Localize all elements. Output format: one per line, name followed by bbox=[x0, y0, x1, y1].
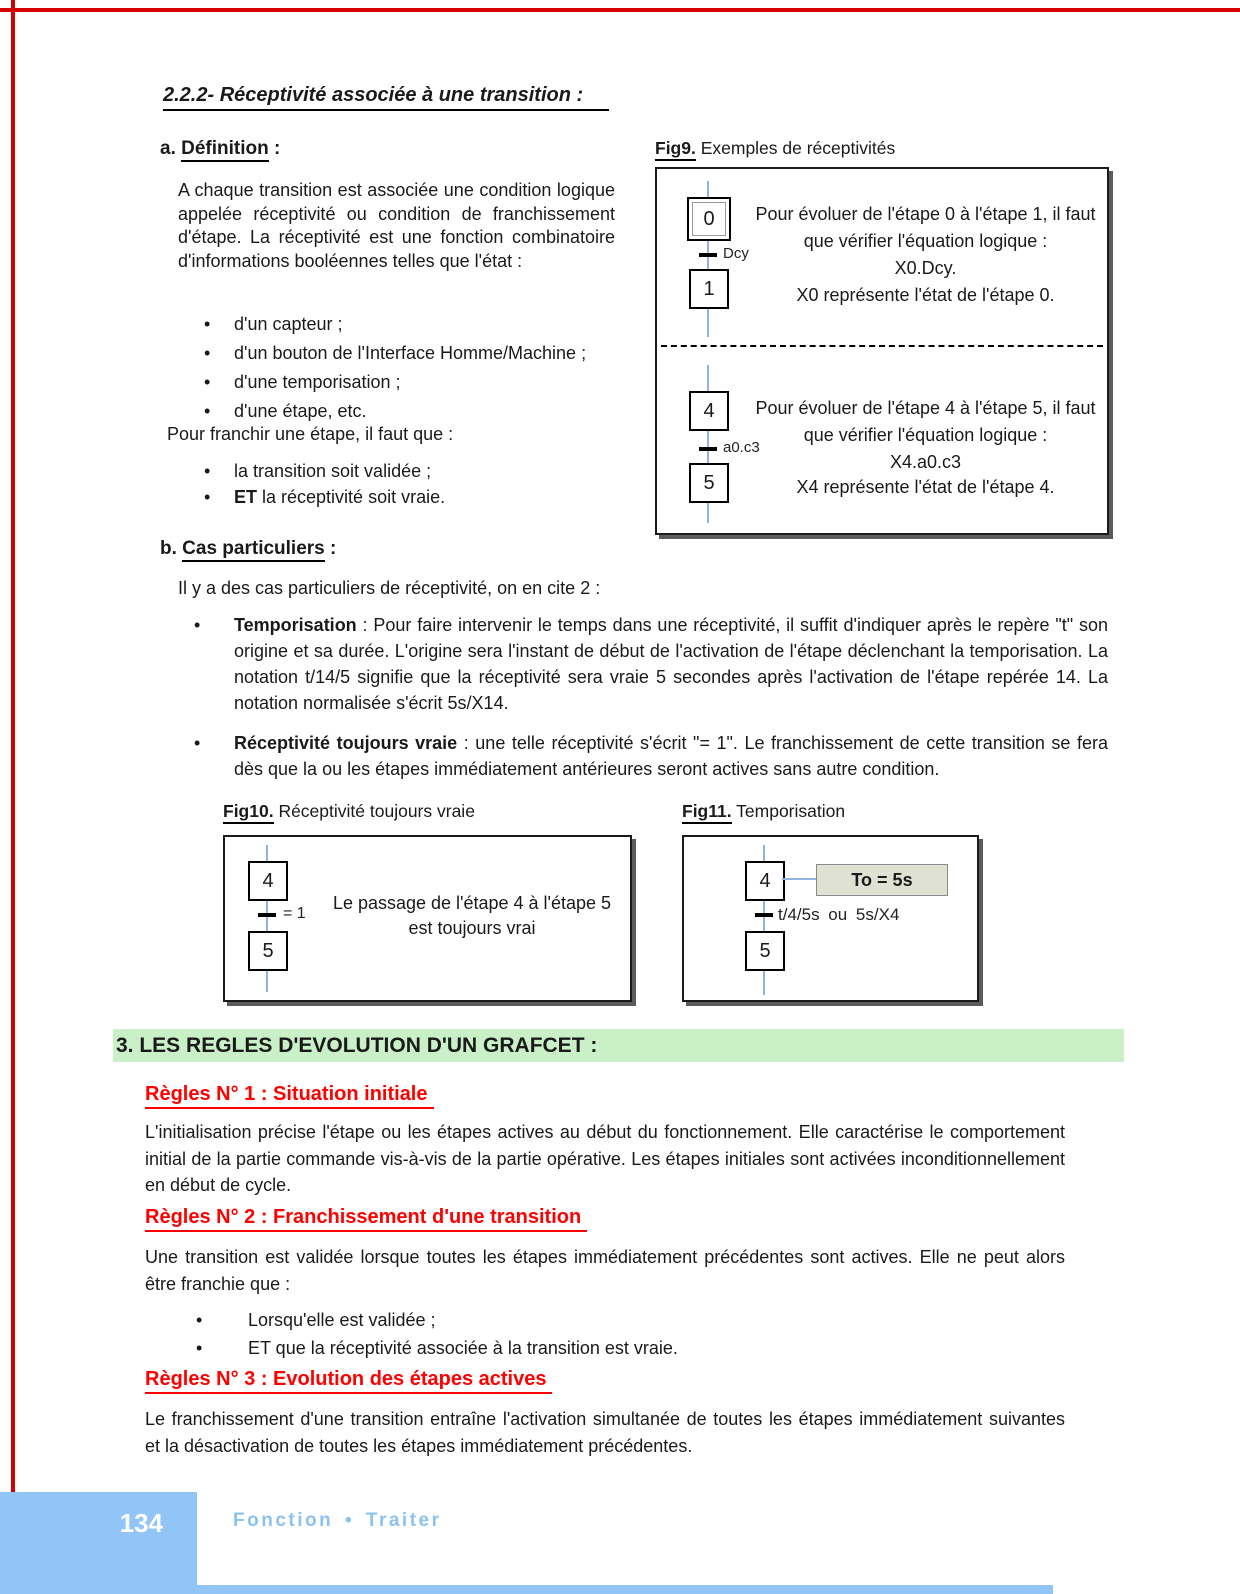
franchir-intro: Pour franchir une étape, il faut que : bbox=[167, 424, 454, 444]
fig10-caption-text: Réceptivité toujours vraie bbox=[273, 801, 475, 821]
list-item bbox=[198, 368, 638, 397]
section-3-heading: 3. LES REGLES D'EVOLUTION D'UN GRAFCET : bbox=[113, 1029, 1124, 1062]
list-item-text bbox=[234, 730, 1108, 782]
bold-lead: ET bbox=[234, 487, 258, 507]
bullet-icon: • bbox=[196, 1338, 203, 1358]
cas-bullet-list bbox=[188, 612, 1108, 782]
list-item-text: d'une étape, etc. bbox=[234, 401, 367, 421]
grafcet-step bbox=[689, 269, 729, 309]
grafcet-step bbox=[689, 391, 729, 431]
rule-1-title: Règles N° 1 : Situation initiale bbox=[145, 1083, 434, 1109]
list-item-text bbox=[234, 484, 638, 510]
lead-rest: : Pour faire intervenir le temps dans une réceptivité, il suffit d'indiquer après le repère "t" son origine et sa durée. L'origine sera l'instant de début de l'activation de l'étape déclenchant la temporisation. La notation t/14/5 signifie que la réceptivité sera vraie 5 secondes après l'activation de l'étape repérée 14. La notation normalisée s'écrit 5s/X14. bbox=[234, 615, 1108, 713]
fig10-caption bbox=[223, 801, 475, 822]
list-item-text: Lorsqu'elle est validée ; bbox=[248, 1310, 436, 1330]
definition-paragraph: A chaque transition est associée une condition logique appelée réceptivité ou condition de franchissement d'étape. La réceptivité est une fonction combinatoire d'informations booléennes telles que l'état : bbox=[178, 180, 615, 271]
bullet-icon: • bbox=[204, 343, 211, 363]
fig9-bottom-note: X4 représente l'état de l'étape 4. bbox=[796, 477, 1055, 497]
fig9-box bbox=[655, 167, 1109, 535]
fig11-caption-text: Temporisation bbox=[731, 801, 846, 821]
step-number: 1 bbox=[703, 277, 715, 300]
bold-lead: Réceptivité toujours vraie bbox=[234, 733, 458, 753]
definition-heading-colon: : bbox=[268, 138, 281, 159]
bold-lead: Temporisation bbox=[234, 615, 357, 635]
fig9-top-text bbox=[752, 201, 1099, 282]
fig9-top-note: X0 représente l'état de l'étape 0. bbox=[796, 285, 1055, 305]
action-link-line bbox=[782, 878, 818, 880]
rule-2-title: Règles N° 2 : Franchissement d'une transition bbox=[145, 1206, 587, 1232]
definition-heading bbox=[160, 138, 280, 160]
rule-3-title: Règles N° 3 : Evolution des étapes actives bbox=[145, 1368, 552, 1394]
list-item-text: d'un capteur ; bbox=[234, 314, 343, 334]
receptivity-label: a0.c3 bbox=[723, 439, 760, 456]
franchir-bullet-list bbox=[198, 458, 638, 510]
list-item-text: d'une temporisation ; bbox=[234, 372, 401, 392]
list-item bbox=[188, 730, 1108, 782]
transition-tick bbox=[755, 913, 773, 917]
fig10-label: Fig10. bbox=[223, 801, 274, 824]
fig10-text-line1: Le passage de l'étape 4 à l'étape 5 bbox=[332, 893, 612, 913]
rule-3-body: Le franchissement d'une transition entraîne l'activation simultanée de toutes les étapes immédiatement suivantes et la désactivation de toutes les étapes immédiatement précédentes. bbox=[145, 1409, 1065, 1456]
fig9-top-equation: X0.Dcy. bbox=[894, 258, 957, 278]
cas-heading-index: b. bbox=[160, 538, 183, 559]
bullet-icon: • bbox=[204, 401, 211, 421]
definition-heading-index: a. bbox=[160, 138, 182, 159]
grafcet-initial-step bbox=[687, 197, 731, 241]
lead-rest: la transition soit validée ; bbox=[234, 461, 432, 481]
fig9-top-line: Pour évoluer de l'étape 0 à l'étape 1, il faut que vérifier l'équation logique : bbox=[755, 204, 1096, 251]
left-red-rule bbox=[11, 0, 15, 1594]
footer-blue-strip bbox=[197, 1585, 1053, 1594]
fig9-caption-text: Exemples de réceptivités bbox=[695, 138, 896, 158]
list-item bbox=[198, 458, 638, 484]
list-item bbox=[188, 612, 1108, 716]
step-number: 5 bbox=[703, 471, 715, 494]
grafcet-step bbox=[745, 861, 785, 901]
step-number: 5 bbox=[262, 939, 274, 962]
receptivity-label: Dcy bbox=[723, 245, 749, 262]
fig11-caption bbox=[682, 801, 845, 822]
definition-bullet-list bbox=[198, 310, 638, 426]
cas-heading-colon: : bbox=[324, 538, 337, 559]
bullet-icon: • bbox=[204, 487, 211, 507]
list-item bbox=[190, 1334, 1070, 1362]
fig11-box bbox=[682, 835, 979, 1002]
list-item bbox=[198, 310, 638, 339]
transition-tick bbox=[699, 253, 717, 257]
rule-1-body: L'initialisation précise l'étape ou les étapes actives au début du fonctionnement. Elle caractérise le comportement initial de la partie commande vis-à-vis de la partie opérative. Les étapes initiales sont activées inconditionnellement en début de cycle. bbox=[145, 1122, 1065, 1195]
list-item-text bbox=[234, 458, 638, 484]
list-item bbox=[198, 397, 638, 426]
step-number: 4 bbox=[759, 869, 771, 892]
dashed-separator bbox=[661, 345, 1103, 347]
receptivity-label: t/4/5s ou 5s/X4 bbox=[778, 905, 900, 924]
list-item bbox=[198, 339, 638, 368]
transition-tick bbox=[258, 913, 276, 917]
page-number-box bbox=[0, 1492, 197, 1594]
bullet-icon: • bbox=[204, 461, 211, 481]
bullet-icon: • bbox=[194, 733, 201, 753]
list-item-text: ET que la réceptivité associée à la transition est vraie. bbox=[248, 1338, 678, 1358]
transition-tick bbox=[699, 447, 717, 451]
grafcet-step bbox=[248, 861, 288, 901]
bullet-icon: • bbox=[196, 1310, 203, 1330]
fig9-bottom-line: Pour évoluer de l'étape 4 à l'étape 5, il faut que vérifier l'équation logique : bbox=[755, 398, 1096, 445]
rule-2-bullet-list bbox=[190, 1306, 1070, 1362]
grafcet-step bbox=[745, 931, 785, 971]
fig9-bottom-equation: X4.a0.c3 bbox=[889, 452, 962, 472]
cas-heading-text: Cas particuliers bbox=[182, 538, 325, 562]
fig11-label: Fig11. bbox=[682, 801, 732, 824]
fig10-text bbox=[320, 891, 624, 941]
receptivity-label: = 1 bbox=[283, 905, 306, 922]
definition-heading-text: Définition bbox=[181, 138, 269, 162]
page-number: 134 bbox=[119, 1508, 163, 1538]
top-red-rule bbox=[0, 8, 1240, 12]
bullet-icon: • bbox=[204, 372, 211, 392]
grafcet-step bbox=[689, 463, 729, 503]
list-item-text: d'un bouton de l'Interface Homme/Machine ; bbox=[234, 343, 587, 363]
cas-heading bbox=[160, 538, 336, 560]
fig9-label: Fig9. bbox=[655, 138, 696, 161]
fig10-text-line2: est toujours vrai bbox=[408, 918, 536, 938]
step-number: 5 bbox=[759, 939, 771, 962]
rule-2-body: Une transition est validée lorsque toutes les étapes immédiatement précédentes sont actives. Elle ne peut alors être franchie que : bbox=[145, 1247, 1065, 1294]
lead-rest: la réceptivité soit vraie. bbox=[257, 487, 446, 507]
step-number: 0 bbox=[703, 207, 715, 230]
footer-section-label: Fonction • Traiter bbox=[233, 1510, 442, 1531]
page-title: 2.2.2- Réceptivité associée à une transition : bbox=[163, 84, 609, 111]
bullet-icon: • bbox=[204, 314, 211, 334]
list-item bbox=[198, 484, 638, 510]
fig9-caption bbox=[655, 138, 895, 159]
fig9-bottom-text bbox=[752, 395, 1099, 476]
fig10-box bbox=[223, 835, 632, 1002]
lead-rest: : une telle réceptivité s'écrit "= 1". Le franchissement de cette transition se fera dès que la ou les étapes immédiatement antérieures seront actives sans autre condition. bbox=[234, 733, 1108, 779]
list-item-text bbox=[234, 612, 1108, 716]
cas-intro: Il y a des cas particuliers de réceptivité, on en cite 2 : bbox=[178, 578, 601, 598]
step-number: 4 bbox=[262, 869, 274, 892]
grafcet-step bbox=[248, 931, 288, 971]
action-box: To = 5s bbox=[816, 864, 948, 896]
bullet-icon: • bbox=[194, 615, 201, 635]
list-item bbox=[190, 1306, 1070, 1334]
step-number: 4 bbox=[703, 399, 715, 422]
